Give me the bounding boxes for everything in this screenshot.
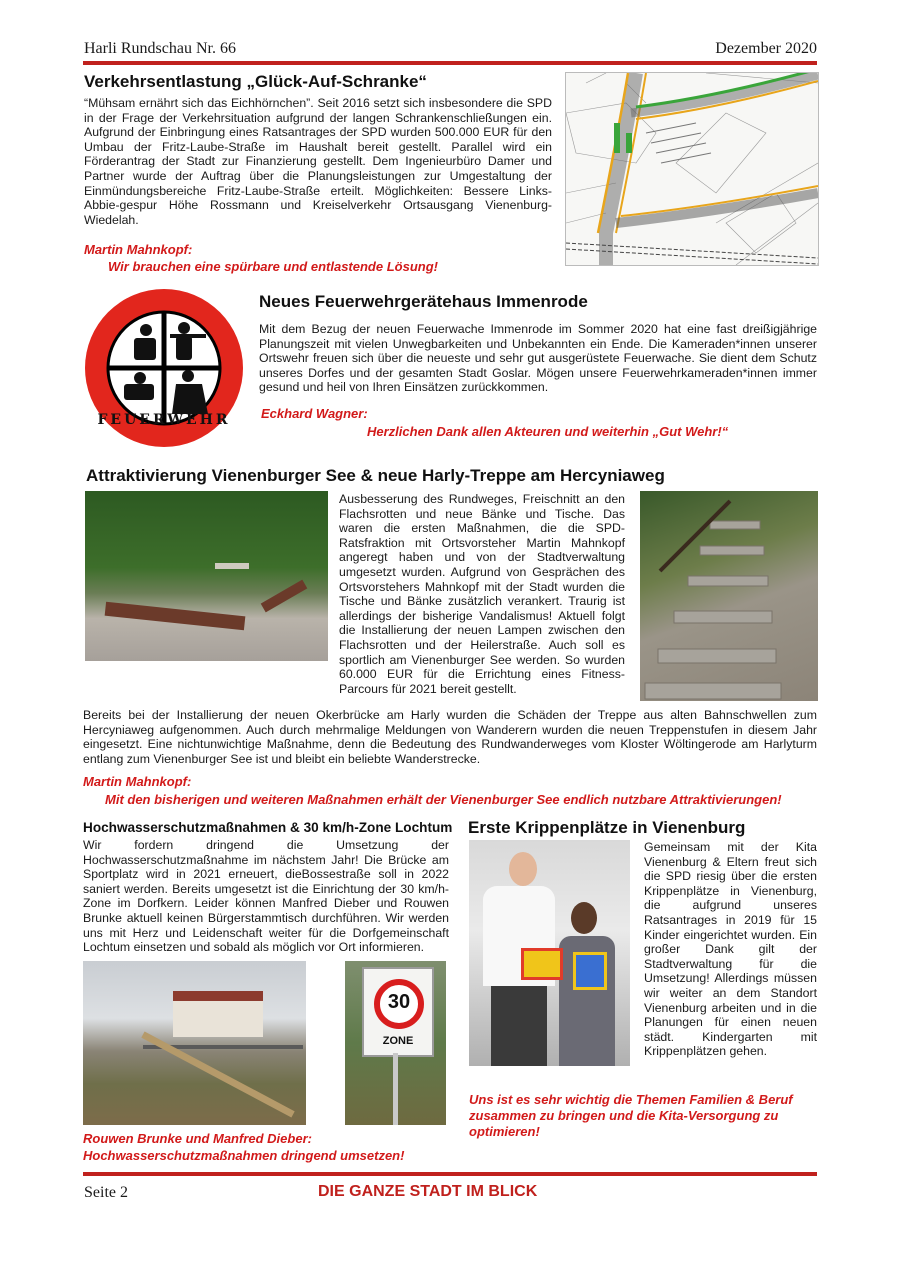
- header-date: Dezember 2020: [715, 40, 817, 57]
- see-body-full: Bereits bei der Installierung der neuen Okerbrücke am Harly wurden die Schäden der Treppe aus alten Bahnschwellen zum Hercyniaweg aufgenommen. Auch durch mehrmalige Meldungen von Wanderern wurden die neuen Treppenstufen in diesem Jahr eingesetzt. Eine nichtunwichtige Maßnahme, denn die Bedeutung des Rundwanderweges vom Kloster Wöltingerode am Harlyturm entlang zum Vienenburger See ist und bleibt ein beliebte Wanderstrecke.: [83, 708, 817, 766]
- see-body-column: Ausbesserung des Rundweges, Freischnitt an den Flachsrotten und neue Bänke und Tische. Das waren die ersten Maßnahmen, die die SPD-Ratsfraktion mit Ortsvorsteher Martin Mahnkopf angeregt haben und von der Stadtverwaltung umgesetzt wurden. Aufgrund von Gesprächen des Ortsvorstehers Mahnkopf mit der Stadt wurden die Tische und Bänke zusätzlich verankert. Traurig ist allerdings der bisherige Vandalismus! Aktuell folgt die Installierung der neuen Lampen zwischen den Flachsrotten und der Heilerstraße. Auch soll es sportlich am Vienenburger See werden. So wurden 60.000 EUR für die Errichtung eines Fitness-Parcours für 2021 bereit gestellt.: [339, 492, 625, 696]
- man-trousers: [491, 986, 547, 1066]
- feuerwehr-quote-author: Eckhard Wagner:: [261, 406, 368, 421]
- zone-sign-photo: [345, 961, 446, 1125]
- schranke-quote-author: Martin Mahnkopf:: [84, 242, 193, 257]
- schranke-title: Verkehrsentlastung „Glück-Auf-Schranke“: [84, 72, 427, 91]
- schranke-quote-text: Wir brauchen eine spürbare und entlastende Lösung!: [108, 259, 438, 274]
- footer-page-number: Seite 2: [84, 1184, 128, 1201]
- toy-truck: [521, 948, 563, 980]
- house: [173, 991, 263, 1037]
- schranke-body: “Mühsam ernährt sich das Eichhörnchen”. Seit 2016 setzt sich insbesondere die SPD in der Frage der Verkehrsituation aufgrund der langen Schrankenschließungen ein. Aufgrund der Einbringung eines Ratsantrages der SPD wurden 500.000 EUR für den Umbau der Fritz-Laube-Straße im Haushalt bereit gestellt. Parallel wird ein Förderantrag der Stadt zur Finanzierung gestellt. Dem Ingenieurbüro Damer und Partner wurde der Auftrag über die Planungsleistungen zur Umgestaltung der Einmündungsbereiche Fritz-Laube-Straße erteilt. Möglichkeiten: Bessere Links-Abbie-gespur Höhe Rossmann und Kreiselverkehr Ortsausgang Vienenburg-Wiedelah.: [84, 96, 552, 227]
- footer-rule: [83, 1172, 817, 1176]
- feuerwehr-quote-text: Herzlichen Dank allen Akteuren und weiterhin „Gut Wehr!“: [367, 424, 729, 439]
- header-rule: [83, 61, 817, 65]
- man-head: [509, 852, 537, 886]
- park-bench-right: [261, 580, 308, 613]
- speed-limit-number: 30: [387, 991, 411, 1013]
- feuerwehr-body: Mit dem Bezug der neuen Feuerwache Immenrode im Sommer 2020 hat eine fast dreißigjährige Planungszeit mit vielen Unwegbarkeiten und Unbekannten ein Ende. Die Kameraden*innen unserer Ortswehr freuen sich über die neueste und sehr gut ausgerüstete Feuerwache. Sie dient dem Schutz unseres Dorfes und der gesamten Stadt Goslar. Mögen unsere Feuerwehrkameraden*innen immer gesund und heil von Ihren Einsätzen zurückkommen.: [259, 322, 817, 395]
- feuerwehr-logo: [84, 288, 244, 448]
- hochwasser-quote-line1: Rouwen Brunke und Manfred Dieber:: [83, 1131, 312, 1146]
- harly-steps-photo: [640, 491, 818, 701]
- toy-bag: [573, 952, 607, 990]
- speed-limit-zone-word: ZONE: [382, 1035, 414, 1047]
- steps-drawing: [640, 491, 818, 701]
- footer-slogan: DIE GANZE STADT IM BLICK: [318, 1183, 538, 1200]
- feuerwehr-title: Neues Feuerwehrgerätehaus Immenrode: [259, 292, 588, 311]
- zone-sign-board: [362, 967, 434, 1057]
- header-publication: Harli Rundschau Nr. 66: [84, 40, 236, 57]
- road-plan-drawing: [566, 73, 818, 265]
- park-bench-left: [105, 602, 246, 631]
- kita-photo: [469, 840, 630, 1066]
- krippe-quote: Uns ist es sehr wichtig die Themen Familien & Beruf zusammen zu bringen und die Kita-Versorgung zu optimieren!: [469, 1092, 793, 1139]
- road-plan-map: [565, 72, 819, 266]
- woman-head: [571, 902, 597, 934]
- lochtum-bridge-photo: [83, 961, 306, 1125]
- krippe-body: Gemeinsam mit der Kita Vienenburg & Eltern freut sich die SPD riesig über die ersten Krippenplätze in Vienenburg, die aufgrund unseres Ratsantrages in 2019 für 15 Kinder eingerichtet wurden. Ein großer Dank gilt der Stadtverwaltung für die Umsetzung! Allerdings müssen wir weiter an dem Standort Vienenburg arbeiten und in die Planungen für einen neuen städt. Kindergarten mit Krippenplätzen gehen.: [644, 840, 817, 1059]
- park-table: [215, 563, 249, 569]
- hochwasser-title: Hochwasserschutzmaßnahmen & 30 km/h-Zone Lochtum: [83, 820, 453, 835]
- see-park-photo: [85, 491, 328, 661]
- hochwasser-body: Wir fordern dringend die Umsetzung der Hochwasserschutzmaßnahme im nächstem Jahr! Die Brücke am Sportplatz wird in 2021 erneuert, dieBossestraße soll in 2022 saniert werden. Bereits umgesetzt ist die Einrichtung der 30 km/h-Zone im Dorfkern. Leider können Manfred Dieber und Rouwen Brunke aktuell keinen Bürgerstammtisch durchführen. Wir werden uns mit Herz und Leidenschaft weiter für die Dorfgemeinschaft Lochtum einsetzen und sobald als möglich vor Ort informieren.: [83, 838, 449, 955]
- feuerwehr-logo-text: FEUERWEHR: [97, 412, 231, 428]
- sign-post: [393, 1053, 398, 1125]
- see-title: Attraktivierung Vienenburger See & neue Harly-Treppe am Hercyniaweg: [86, 466, 665, 485]
- krippe-title: Erste Krippenplätze in Vienenburg: [468, 818, 746, 837]
- see-quote-author: Martin Mahnkopf:: [83, 774, 192, 789]
- hochwasser-quote-line2: Hochwasserschutzmaßnahmen dringend umsetzen!: [83, 1148, 405, 1163]
- see-quote-text: Mit den bisherigen und weiteren Maßnahmen erhält der Vienenburger See endlich nutzbare Attraktivierungen!: [105, 792, 782, 807]
